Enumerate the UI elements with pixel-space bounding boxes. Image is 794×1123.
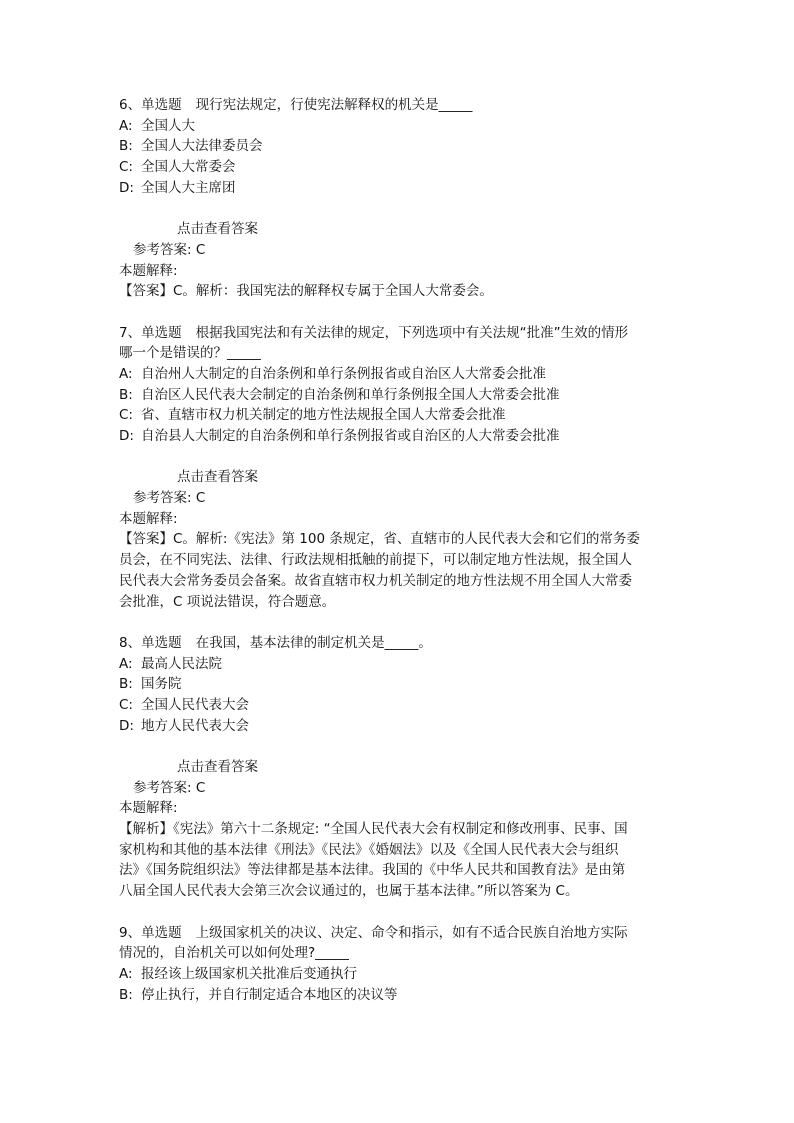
explanation-label: 本题解释: [119,262,178,279]
option-d [119,178,679,199]
reference-answer: 参考答案: C [133,490,206,507]
explanation-line: 员会，在不同宪法、法律、行政法规相抵触的前提下，可以制定地方性法规，报全国人 [119,552,632,569]
question-header [119,633,679,654]
question-number: 8、 [119,634,142,651]
option-letter: B: [119,386,133,403]
option-text: 最高人民法院 [141,655,222,672]
option-b [119,674,679,695]
option-letter: A: [119,965,133,982]
show-answer-link[interactable]: 点击查看答案 [177,759,258,775]
option-letter: D: [119,717,134,734]
explanation-line: 会批准，C 项说法错误，符合题意。 [119,593,336,610]
option-letter: D: [119,428,134,444]
explanation-line: 【解析】《宪法》第六十二条规定: “全国人民代表大会有权制定和修改刑事、民事、国 [119,821,628,838]
question-stem: 根据我国宪法和有关法律的规定，下列选项中有关法规“批准”生效的情形 [195,324,629,341]
option-c [119,695,679,716]
question-header [119,323,679,344]
option-letter: B: [119,676,133,693]
question-type: 单选题 [141,924,182,941]
option-letter: C: [119,696,133,713]
show-answer-link[interactable]: 点击查看答案 [177,221,258,238]
reference-answer: 参考答案: C [133,779,206,796]
question-stem: 在我国，基本法律的制定机关是_____。 [195,634,432,651]
option-c [119,157,679,178]
question-header [119,923,679,944]
explanation-line: 法》《国务院组织法》等法律都是基本法律。我国的《中华人民共和国教育法》是由第 [119,862,626,879]
reference-answer: 参考答案: C [133,241,206,258]
explanation-line: 八届全国人民代表大会第三次会议通过的，也属于基本法律。”所以答案为 C。 [119,883,579,900]
option-b [119,985,679,1006]
option-letter: B: [119,138,133,155]
option-text: 自治县人大制定的自治条例和单行条例报省或自治区的人大常委会批准 [141,428,560,444]
question-type: 单选题 [141,634,182,651]
question-8 [119,633,679,902]
option-letter: A: [119,365,133,382]
option-text: 自治州人大制定的自治条例和单行条例报省或自治区人大常委会批准 [141,365,546,382]
option-a [119,364,679,385]
question-stem-continued: 情况的，自治机关可以如何处理?_____ [119,945,349,962]
show-answer-link[interactable]: 点击查看答案 [177,469,258,486]
option-d [119,426,679,447]
option-c [119,405,679,426]
question-9 [119,923,679,1006]
option-a [119,654,679,675]
explanation-label: 本题解释: [119,510,178,527]
question-6 [119,95,679,302]
option-d [119,716,679,737]
option-b [119,385,679,406]
question-number: 6、 [119,97,142,113]
question-number: 7、 [119,324,142,341]
option-text: 停止执行，并自行制定适合本地区的决议等 [141,986,398,1003]
option-letter: C: [119,407,133,424]
option-text: 全国人大主席团 [141,179,236,196]
option-text: 全国人大法律委员会 [141,138,263,155]
question-stem-continued: 哪一个是错误的？_____ [119,345,261,362]
option-letter: A: [119,117,133,134]
option-text: 地方人民代表大会 [141,717,249,734]
option-letter: C: [119,159,133,176]
option-b [119,136,679,157]
explanation-line: 民代表大会常务委员会备案。故省直辖市权力机关制定的地方性法规不用全国人大常委 [119,572,632,589]
explanation-line: 家机构和其他的基本法律《刑法》《民法》《婚姻法》以及《全国人民代表大会与组织 [119,841,619,858]
question-stem: 上级国家机关的决议、决定、命令和指示，如有不适合民族自治地方实际 [195,924,628,941]
option-text: 自治区人民代表大会制定的自治条例和单行条例报全国人大常委会批准 [141,386,560,403]
option-text: 全国人大 [141,117,195,134]
document-page [119,95,679,1005]
option-text: 全国人民代表大会 [141,696,249,713]
question-header [119,95,679,116]
option-a [119,964,679,985]
option-text: 国务院 [141,676,182,693]
option-letter: D: [119,179,134,196]
question-type: 单选题 [141,324,182,341]
question-type: 单选题 [141,97,182,113]
question-number: 9、 [119,924,142,941]
option-letter: A: [119,655,133,672]
question-stem: 现行宪法规定，行使宪法解释权的机关是_____ [195,97,473,113]
option-text: 全国人大常委会 [141,159,236,176]
option-text: 报经该上级国家机关批准后变通执行 [141,965,357,982]
option-text: 省、直辖市权力机关制定的地方性法规报全国人大常委会批准 [141,407,506,424]
explanation-label: 本题解释: [119,800,178,817]
explanation-line: 【答案】C。解析:《宪法》第 100 条规定，省、直辖市的人民代表大会和它们的常务委 [119,531,640,548]
option-a [119,116,679,137]
explanation-text: 【答案】C。解析：我国宪法的解释权专属于全国人大常委会。 [119,283,493,300]
option-letter: B: [119,986,133,1003]
question-7 [119,323,679,613]
